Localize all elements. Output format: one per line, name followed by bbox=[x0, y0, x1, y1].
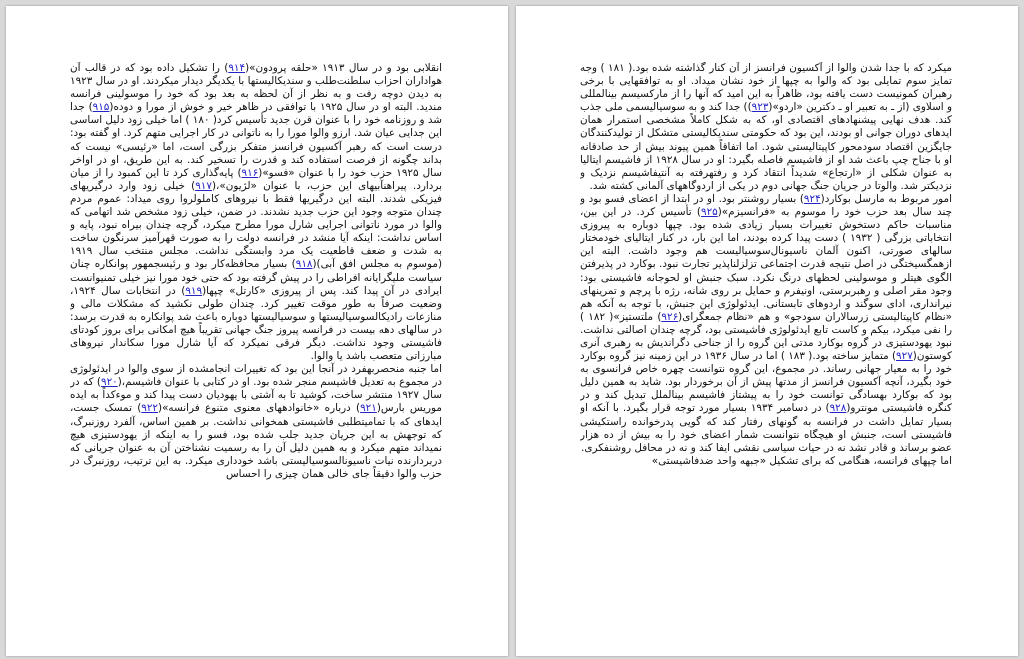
text-run: ) درباره «خانوادههای معنوی متنوع فرانسه»( bbox=[158, 402, 361, 415]
page-text-left bbox=[70, 62, 442, 626]
footnote-link[interactable]: ۹۲۱ bbox=[360, 402, 377, 415]
text-run: میکرد که با جدا شدن والوا از آکسیون فرانسز از آن کنار گذاشته شده بود.( ۱۸۱ ) وجه تمایز سوم تمایلی بود که والوا به چپها از خود نشان میداد. او به توافقهایی با برخی رهبران کمونیست دست یافته بود، ظاهراً به این امید که آنها را از مارکسیسم بینالمللی و اسلاوی (از ـ به تعبیر او ـ دکترین «اردو»( bbox=[580, 62, 952, 114]
paragraph bbox=[580, 193, 952, 455]
footnote-link[interactable]: ۹۱۶ bbox=[241, 166, 259, 179]
footnote-link[interactable]: ۹۲۲ bbox=[141, 402, 159, 415]
text-run: )) جدا کند و به سوسیالیسمی ملی جذب کند. هدف نهایی پیشنهادهای اقتصادی او، که به شکل کاملاً مشخصی استمرار همان ایدهای دوران جوانی او بودند، این بود که حکومتی سندیکالیستی متشکل از تولیدکنندگان جایگزین اقتصاد سودمحور کاپیتالیستی شود. اما اتفاقاً همین پیوند بیش از حد صادقانه او با جناح چپ باعث شد او از فاشیسم فاصله بگیرد: او در سال ۱۹۲۸ از فاشیسم ایتالیا به عنوان شکلی از «ارتجاع» شدیداً انتقاد کرد و رفتهرفته به آنتیفاشیسم نزدیک و نزدیکتر شد. والوتا در جریان جنگ جهانی دوم در یکی از اردوگاههای آلمانی کشته شد. bbox=[580, 101, 952, 192]
footnote-link[interactable]: ۹۱۷ bbox=[195, 179, 212, 192]
footnote-link[interactable]: ۹۲۸ bbox=[829, 402, 847, 415]
text-run: ) ملتستیز»( ۱۸۲ ) را نفی میکرد، بیکم و کاست تابع ایدئولوژی فاشیستی بود، گرچه چندان اصالتی نداشت. نبود یهودستیزی در گروه بوکارد مدتی این گروه را از جناحی دگراندیش به رهبری آنری کوستون( bbox=[580, 310, 952, 363]
text-run: ) متمایز ساخته بود.( ۱۸۳ ) اما در سال ۱۹۳۶ در این زمینه نیز گروه بوکارد خود را به معیار جهانی رساند. در مجموع، این گروه نتوانست چهره خاص فرانسوی به خود بگیرد، آنچه آکسیون فرانسز از مدتها پیش از آن برخوردار بود. شاید به همین دلیل بود که بوکارد بهسادگی توانست خود را به پیشتاز فاشیسم بینالملل تبدیل کند و در کنگره فاشیستی مونترو( bbox=[580, 350, 952, 415]
paragraph bbox=[580, 62, 952, 193]
footnote-link[interactable]: ۹۲۶ bbox=[661, 310, 679, 323]
text-run: انقلابی بود و در سال ۱۹۱۳ «حلقه پرودون»( bbox=[245, 62, 442, 74]
footnote-link[interactable]: ۹۱۴ bbox=[228, 62, 246, 74]
text-run: اما جنبه منحصربهفرد در آنجا این بود که تغییرات انجامشده از سوی والوا در ایدئولوژی در مجموع به تعدیل فاشیسم منجر شده بود. او در کتابی با عنوان فاشیسم،( bbox=[70, 363, 442, 389]
text-run: ) که در سال ۱۹۲۷ منتشر ساخت، کوشید تا به آشتی با یهودیان دست پیدا کند و موءکداً به ایده موریس بارس( bbox=[70, 376, 442, 415]
text-run: ) خیلی زود وارد درگیریهای فیزیکی شدند. البته این درگیریها فقط با نیروهای کاملولروا روی میداد: عموم مردم چندان متوجه وجود این حزب جدید نشدند. در ضمن، خیلی زود مشخص شد اتهامی که والوا در مورد ناتوانی اجرایی شارل مورا مطرح میکرد، گرچه چندان بیراه نبود، پایه و اساس نداشت: اینکه آیا منشد در فرانسه دولت را به صورت قهرآمیز سرنگون ساخت به شدت و ضعف قاطعیت یک مرد وابستگی نداشت. مجلس منتخب سال ۱۹۱۹ (موسوم به مجلس افق آبی)( bbox=[70, 179, 442, 271]
text-run: امور مربوط به مارسل بوکارد( bbox=[820, 192, 952, 205]
paragraph bbox=[580, 455, 952, 468]
footnote-link[interactable]: ۹۲۷ bbox=[896, 350, 913, 363]
footnote-link[interactable]: ۹۲۰ bbox=[100, 376, 118, 389]
footnote-link[interactable]: ۹۱۵ bbox=[92, 101, 110, 114]
footnote-link[interactable]: ۹۱۸ bbox=[295, 258, 313, 271]
text-run: اما چپهای فرانسه، هنگامی که برای تشکیل «جبهه واحد ضدفاشیستی» bbox=[651, 454, 952, 467]
page-right bbox=[516, 6, 1018, 656]
footnote-link[interactable]: ۹۲۴ bbox=[803, 192, 821, 205]
footnote-link[interactable]: ۹۱۹ bbox=[185, 284, 203, 297]
text-run: ) بسیار روشنتر بود. او در ابتدا از اعضای فسو بود و چند سال بعد حزب خود را موسوم به «فرانسیزم»( bbox=[580, 192, 952, 219]
text-run: ) پایه‌گذاری کرد تا این کمبود را از میان بردارد. پیراهنآبیهای این حزب، با عنوان «لژیون»،( bbox=[70, 166, 442, 192]
text-run: ) بسیار محافظه‌کار بود و رئیسجمهور پوانکاره چنان سیاست ملیگرایانه افراطی را در پیش گرفته بود که حتی خود مورا نیز خیلی تمنیوانست ایرادی در آن پیدا کند. پس از پیروزی «کارتل» چپها( bbox=[70, 258, 442, 297]
footnote-link[interactable]: ۹۲۵ bbox=[701, 206, 718, 219]
text-run: ) جدا شد و روزنامه خود را با عنوان قرن جدید تأسیس کرد( ۱۸۰ ) اما خیلی زود دلیل اساسی این جدایی عیان شد. ارزو والوا مورا را به ناتوانی در کار اجرایی متهم کرد. او گفته بود: درست است که رهبر آکسیون فرانسز متفکر بزرگی است، اما «رئیسی» نیست که بداند چگونه از فرصت استفاده کند و قدرت را تسخیر کند. به این طریق، او در اواخر سال ۱۹۲۵ حزب خود را با عنوان «فسو»( bbox=[70, 101, 442, 179]
paragraph bbox=[70, 363, 442, 481]
footnote-link[interactable]: ۹۲۳ bbox=[751, 101, 769, 114]
text-run: ) تأسیس کرد. در این بین، مناسبات حاکم دستخوش تغییرات بسیار زیادی شده بود. چپها دوباره به پیروزی انتخاباتی بزرگی ( ۱۹۳۲ ) دست پیدا کرده بودند، اما این بار، در کنار ایتالیای خودمختار سالهای صورتی، اکنون آلمان ناسیونال‌سوسیالیست هم وجود داشت. البته این ازهمگسیختگی در اصل نتیجه قدرت اجتماعی تزلزلناپذیر تجارت نبود. بوکارد در پذیرفتن الگوی هیتلر و موسولینی لحظهای درنگ نکرد. سبک جنبش او لحوجانه فاشیستی بود: وجود مقر اصلی و رهبربرستی، اونیفرم و حمایل بر روی شانه، رژه با پرچم و تمرینهای نیرانداری، ادای سوگند و اردوهای تابستانی. ایدئولوژی این جنبش، با توجه به آنکه هم «نظام کاپیتالیستی زرسالاران سودجو» و هم «نظام جمعگرای( bbox=[580, 206, 952, 323]
paragraph bbox=[70, 62, 442, 363]
page-text-right bbox=[580, 62, 952, 626]
text-run: ) را تشکیل داده بود که در قالب آن هواداران احزاب سلطنت‌طلب و سندیکالیستها با یکدیگر دیدار میکردند. او در سال ۱۹۲۳ به دیدن دوچه رفت و به نظر از آن لحظه به بعد بود که خود را موسولینی فرانسه مندید. البته او در سال ۱۹۲۵ با توافقی در ظاهر خیر و خوش از مورا و دوده( bbox=[70, 62, 442, 114]
text-run: ) در دسامبر ۱۹۳۴ بسیار مورد توجه قرار بگیرد. با آنکه او بسیار تمایل داشت در فرانسه به گونهای رفتار کند که گویی پدرخوانده راستکیشی فاشیستی است، جنبش او هیچگاه نتوانست شمار اعضای خود را به بیش از ده هزار عضو برساند و قادر نشد نه در حیات سیاسی نقشی ایفا کند و نه در محافل روشنفکری. bbox=[580, 402, 952, 454]
text-run: ) در انتخابات سال ۱۹۲۴، وضعیت صرفاً به طور موقت تغییر کرد. چندان طولی نکشید که مشکلات مالی و منازعات رادیکالسوسیالیستها و سوسیالیستها دوباره باعث شد پوانکاره به قدرت برسد: در سالهای دهه بیست در فرانسه پیروز جنگ جهانی تقریباً هیچ امکانی برای بروز کودتای فاشیستی وجود نداشت. دیگر فرقی نمیکرد که آیا شارل مورا سکاندار نیروهای مبارزاتی متعصب باشد یا والوا. bbox=[70, 284, 442, 363]
page-left bbox=[6, 6, 508, 656]
text-run: ) تمسک جست، ایدهای که با تمامیتطلبی فاشیستی همخوانی نداشت. بر همین اساس، آلفرد روزنبرگ، که توجهش به این جریان جدید جلب شده بود، فسو را به اینکه از یهودستیزی هیچ نمیداند متهم میکرد و به همین دلیل آن را به رسمیت نشناختن آن به عنوان جریانی که دربردارنده نیات ناسیونالسوسیالیستی باشد خودداری میکرد. به این ترتیب، روزنبرگ در حزب والوا دقیقاً جای خالی همان چیزی را احساس bbox=[70, 402, 442, 480]
